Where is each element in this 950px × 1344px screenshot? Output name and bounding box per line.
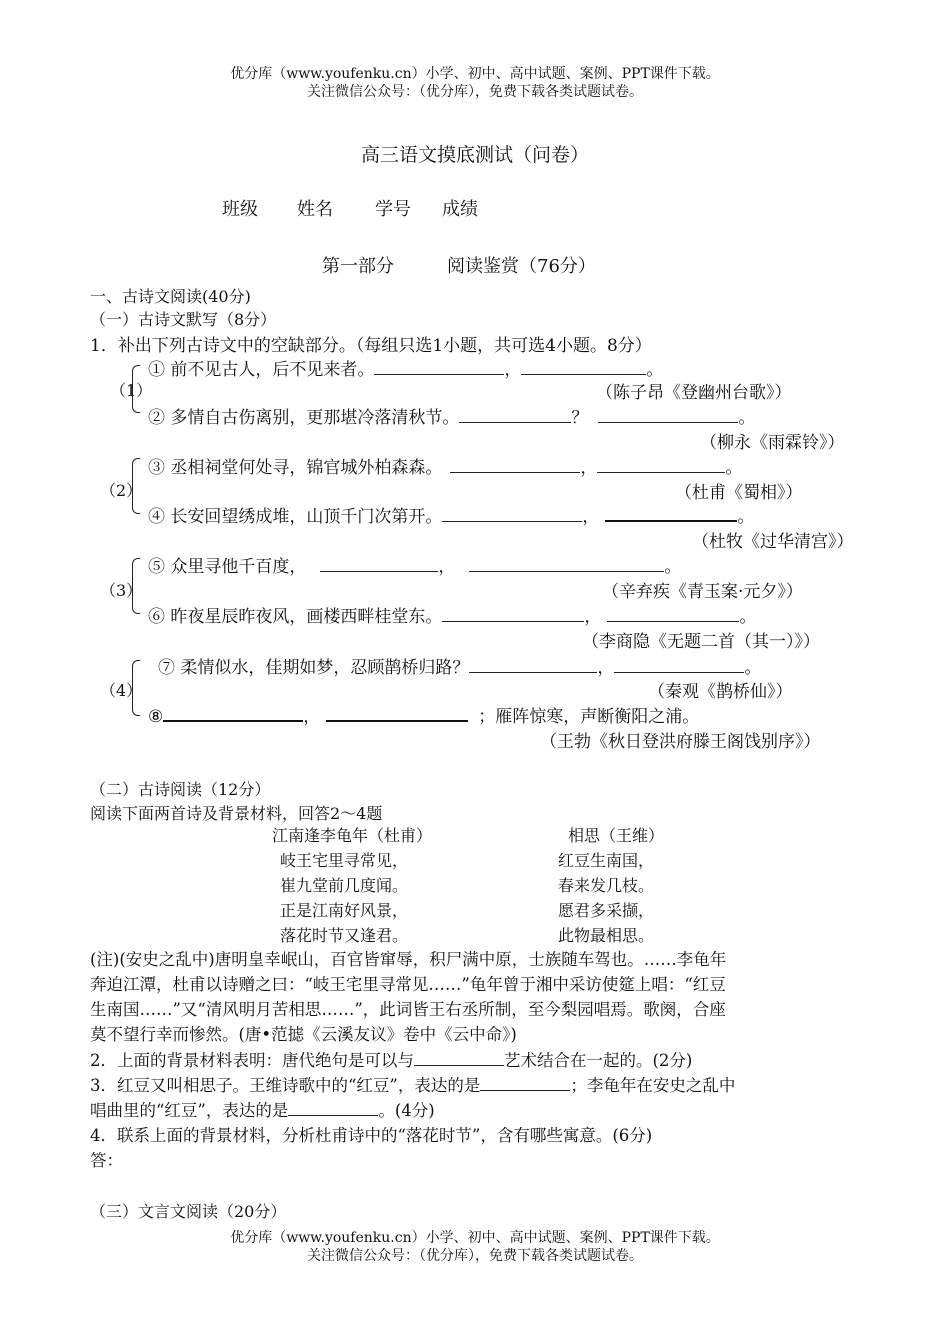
poem-1-title: 江南逢李龟年（杜甫）: [272, 826, 433, 845]
poem-2-line: 愿君多采撷，: [558, 901, 655, 920]
background-note: [90, 947, 726, 1047]
group-3-label: （3）: [100, 581, 143, 600]
info-class: 班级: [222, 199, 258, 220]
poem-2-title: 相思（王维）: [568, 826, 665, 845]
footer-line-2: 关注微信公众号：（优分库），免费下载各类试题试卷。: [307, 1248, 643, 1264]
item-1: ① 前不见古人，后不见来者。 ， 。: [148, 355, 663, 380]
item-5: ⑤ 众里寻他千百度， ， 。: [148, 552, 681, 577]
poem-2-line: 春来发几枝。: [558, 876, 655, 895]
poem-2-line: 此物最相思。: [558, 926, 655, 945]
page-title: 高三语文摸底测试（问卷）: [360, 144, 589, 166]
item-7: ⑦ 柔情似水，佳期如梦，忍顾鹊桥归路？ ， 。: [158, 653, 761, 678]
header-line-1: 优分库（www.youfenku.cn）小学、初中、高中试题、案例、PPT课件下载。: [230, 66, 720, 82]
item-6-source: （李商隐《无题二首（其一）》）: [582, 632, 820, 652]
info-id: 学号: [375, 199, 411, 220]
group-1-brace: [132, 365, 140, 413]
subsection-1-heading: （一）古诗文默写（8分）: [90, 310, 277, 329]
question-3: 3．红豆又叫相思子。王维诗歌中的“红豆”，表达的是 ；李龟年在安史之乱中 唱曲里的“红豆”，表达的是 。(4分): [90, 1076, 736, 1120]
header-line-2: 关注微信公众号：（优分库），免费下载各类试题试卷。: [307, 84, 643, 100]
item-1-source: （陈子昂《登幽州台歌》）: [596, 383, 792, 403]
footer-line-1: 优分库（www.youfenku.cn）小学、初中、高中试题、案例、PPT课件下载。: [230, 1230, 720, 1246]
note-line: 莫不望行幸而惨然。(唐•范摅《云溪友议》卷中《云中命》): [90, 1025, 517, 1044]
question-2: 2．上面的背景材料表明：唐代绝句是可以与 艺术结合在一起的。(2分): [90, 1051, 693, 1070]
item-7-source: （秦观《鹊桥仙》）: [648, 682, 793, 702]
item-3-source: （杜甫《蜀相》）: [675, 483, 803, 503]
group-3-brace: [132, 558, 140, 614]
question-1: 1．补出下列古诗文中的空缺部分。（每组只选1小题，共可选4小题。8分）: [90, 336, 652, 356]
poem-1-line: 岐王宅里寻常见，: [280, 851, 409, 870]
item-4-source: （杜牧《过华清宫》）: [692, 532, 854, 552]
note-line: 奔迫江潭，杜甫以诗赠之曰：“岐王宅里寻常见……”龟年曾于湘中采访使筵上唱：“红豆: [90, 975, 726, 994]
group-4-label: （4）: [100, 681, 143, 700]
info-name: 姓名: [297, 199, 333, 220]
group-4-brace: [132, 660, 140, 716]
item-4: ④ 长安回望绣成堆，山顶千门次第开。 ， 。: [148, 502, 754, 527]
answer-label: 答：: [90, 1151, 123, 1170]
subsection-3-heading: （三）文言文阅读（20分）: [90, 1202, 287, 1221]
item-3: ③ 丞相祠堂何处寻，锦官城外柏森森。 ， 。: [148, 453, 742, 478]
poem-1-line: 落花时节又逢君。: [280, 926, 409, 945]
item-8-source: （王勃《秋日登洪府滕王阁饯别序》）: [540, 732, 821, 752]
note-line: (注)(安史之乱中)唐明皇幸岷山，百官皆窜辱，积尸满中原，士族随车驾也。……李龟年: [90, 950, 727, 969]
poem-2: [558, 823, 665, 948]
poem-2-line: 红豆生南国，: [558, 851, 655, 870]
item-6: ⑥ 昨夜星辰昨夜风，画楼西畔桂堂东。 ， 。: [148, 602, 756, 627]
poem-1-line: 崔九堂前几度闻。: [280, 876, 409, 895]
item-2: ② 多情自古伤离别，更那堪冷落清秋节。 ？ 。: [148, 403, 755, 428]
intro-2: 阅读下面两首诗及背景材料，回答2～4题: [90, 804, 383, 823]
item-5-source: （辛弃疾《青玉案·元夕》）: [602, 582, 803, 602]
item-8: ⑧ ， ；雁阵惊寒，声断衡阳之浦。: [148, 702, 699, 727]
note-line: 生南国……”又“清风明月苦相思……”，此词皆王右丞所制，至今梨园唱焉。歌阕，合座: [90, 1000, 726, 1019]
item-2-source: （柳永《雨霖铃》）: [700, 433, 845, 453]
part1-label: 第一部分: [322, 256, 394, 277]
part1-title: 阅读鉴赏（76分）: [447, 256, 596, 277]
group-1-label: （1）: [110, 381, 153, 400]
question-4: 4．联系上面的背景材料，分析杜甫诗中的“落花时节”，含有哪些寓意。(6分): [90, 1126, 653, 1145]
poem-1: [272, 823, 432, 948]
group-2-brace: [132, 458, 140, 514]
section-1-heading: 一、古诗文阅读(40分): [90, 287, 251, 306]
group-2-label: （2）: [100, 481, 143, 500]
info-score: 成绩: [442, 199, 478, 220]
poem-1-line: 正是江南好风景，: [280, 901, 409, 920]
subsection-2-heading: （二）古诗阅读（12分）: [90, 780, 271, 799]
